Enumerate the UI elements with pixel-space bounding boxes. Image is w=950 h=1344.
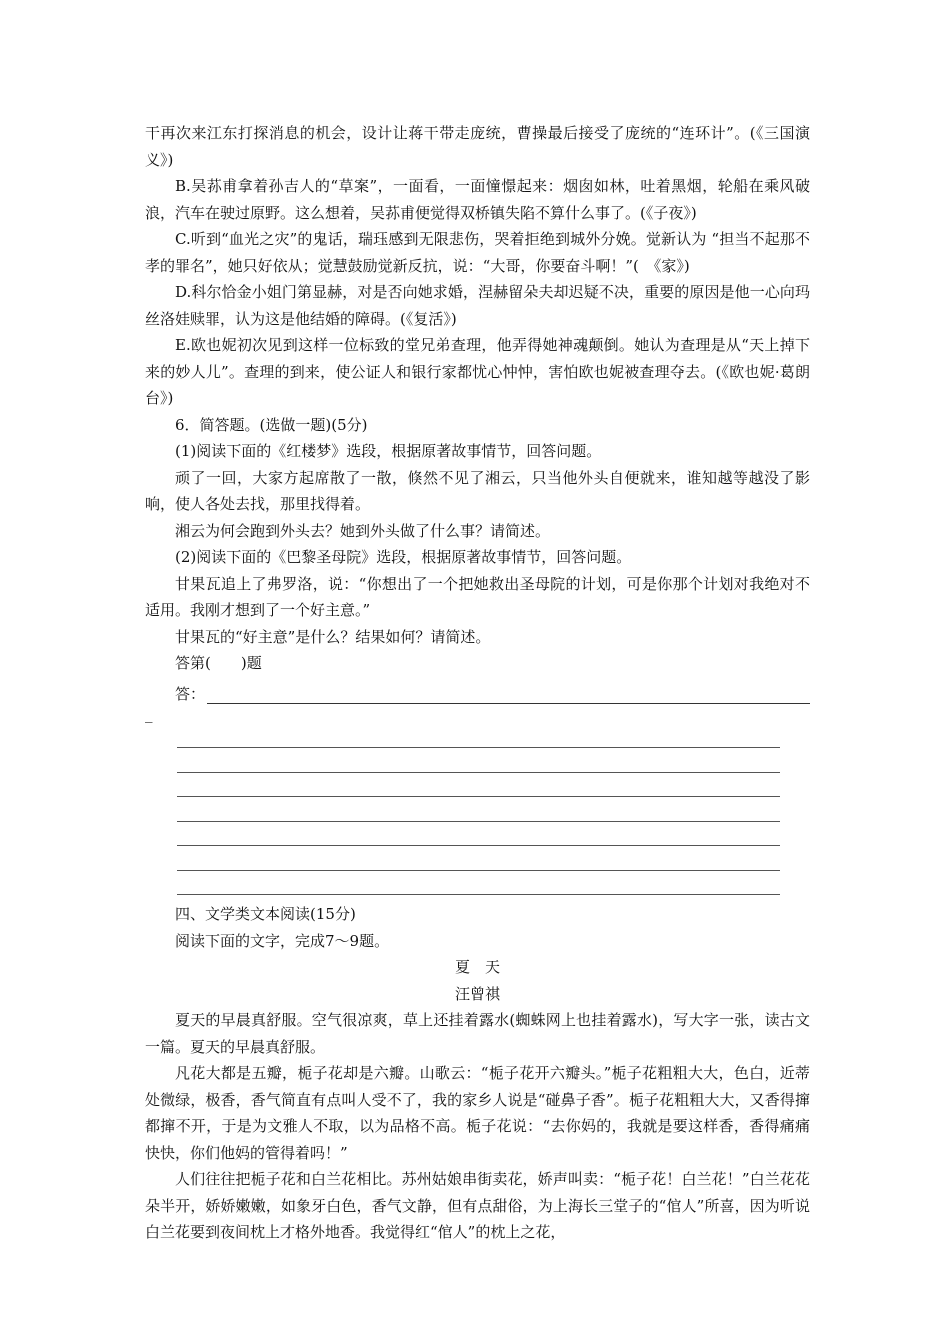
section-heading: 四、文学类文本阅读(15分) [175, 905, 356, 923]
paragraph: 6．简答题。(选做一题)(5分) [175, 415, 368, 434]
paragraph: 答第( )题 [175, 654, 262, 672]
paragraph: 人们往往把栀子花和白兰花相比。苏州姑娘串街卖花，娇声叫卖：“栀子花！白兰花！”白兰花花朵半开，娇娇嫩嫩，如象牙白色，香气文静，但有点甜俗，为上海长三堂子的“倌人”所喜，因为听说白兰花要到夜间枕上才格外地香。我觉得红“倌人”的枕上之花， [145, 1170, 810, 1241]
answer-blank-line[interactable] [177, 773, 780, 798]
paragraph: 顽了一回，大家方起席散了一散，倏然不见了湘云，只当他外头自便就来，谁知越等越没了影响，使人各处去找，那里找得着。 [145, 468, 810, 513]
answer-blank-line[interactable] [177, 797, 780, 822]
paragraph: 夏天的早晨真舒服。空气很凉爽，草上还挂着露水(蜘蛛网上也挂着露水)，写大字一张，读古文一篇。夏天的早晨真舒服。 [145, 1011, 810, 1056]
document-page [145, 120, 810, 1246]
paragraph: (1)阅读下面的《红楼梦》选段，根据原著故事情节，回答问题。 [175, 442, 602, 460]
article-paragraphs [145, 1007, 810, 1246]
answer-blank-line[interactable] [177, 748, 780, 773]
section-instruction: 阅读下面的文字，完成7～9题。 [175, 931, 390, 950]
article-author: 汪曾祺 [454, 984, 500, 1003]
paragraph: B.吴荪甫拿着孙吉人的“草案”，一面看，一面憧憬起来：烟囱如林，吐着黑烟，轮船在乘风破浪，汽车在驶过原野。这么想着，吴荪甫便觉得双桥镇失陷不算什么事了。(《子夜》) [145, 177, 810, 222]
answer-dash: _ [145, 704, 153, 723]
paragraph: 甘果瓦的“好主意”是什么？结果如何？请简述。 [175, 627, 491, 646]
answer-blank-line[interactable] [177, 871, 780, 896]
paragraph: 干再次来江东打探消息的机会，设计让蒋干带走庞统，曹操最后接受了庞统的“连环计”。(《三国演义》) [145, 124, 810, 169]
answer-blank-line[interactable] [177, 724, 780, 749]
paragraph: (2)阅读下面的《巴黎圣母院》选段，根据原著故事情节，回答问题。 [175, 548, 632, 566]
answer-first-rule [207, 683, 810, 704]
paragraph: E.欧也妮初次见到这样一位标致的堂兄弟查理，他弄得她神魂颠倒。她认为查理是从“天上掉下来的妙人儿”。查理的到来，使公证人和银行家都忧心忡忡，害怕欧也妮被查理夺去。(《欧也妮·葛朗台》) [145, 336, 810, 407]
question-paragraphs [145, 120, 810, 677]
paragraph: D.科尔恰金小姐门第显赫，对是否向她求婚，涅赫留朵夫却迟疑不决，重要的原因是他一心向玛丝洛娃赎罪，认为这是他结婚的障碍。(《复活》) [145, 283, 810, 328]
answer-blank-line[interactable] [177, 846, 780, 871]
answer-line[interactable] [145, 677, 810, 704]
answer-blank-line[interactable] [177, 822, 780, 847]
paragraph: 湘云为何会跑到外头去？她到外头做了什么事？请简述。 [175, 521, 551, 540]
paragraph: C.听到“血光之灾”的鬼话，瑞珏感到无限悲伤，哭着拒绝到城外分娩。觉新认为 “担当不起那不孝的罪名”，她只好依从；觉慧鼓励觉新反抗，说：“大哥，你要奋斗啊！”( 《家》) [145, 230, 810, 275]
answer-label: 答： [175, 684, 206, 703]
paragraph: 甘果瓦追上了弗罗洛，说：“你想出了一个把她救出圣母院的计划，可是你那个计划对我绝对不适用。我刚才想到了一个好主意。” [145, 574, 810, 619]
answer-blank-lines[interactable] [145, 724, 810, 896]
paragraph: 凡花大都是五瓣，栀子花却是六瓣。山歌云：“栀子花开六瓣头。”栀子花粗粗大大，色白，近蒂处微绿，极香，香气简直有点叫人受不了，我的家乡人说是“碰鼻子香”。栀子花粗粗大大，又香得撺都撺不开，于是为文雅人不取，以为品格不高。栀子花说：“去你妈的，我就是要这样香，香得痛痛快快，你们他妈的管得着吗！” [145, 1064, 810, 1162]
article-title: 夏 天 [454, 958, 500, 976]
